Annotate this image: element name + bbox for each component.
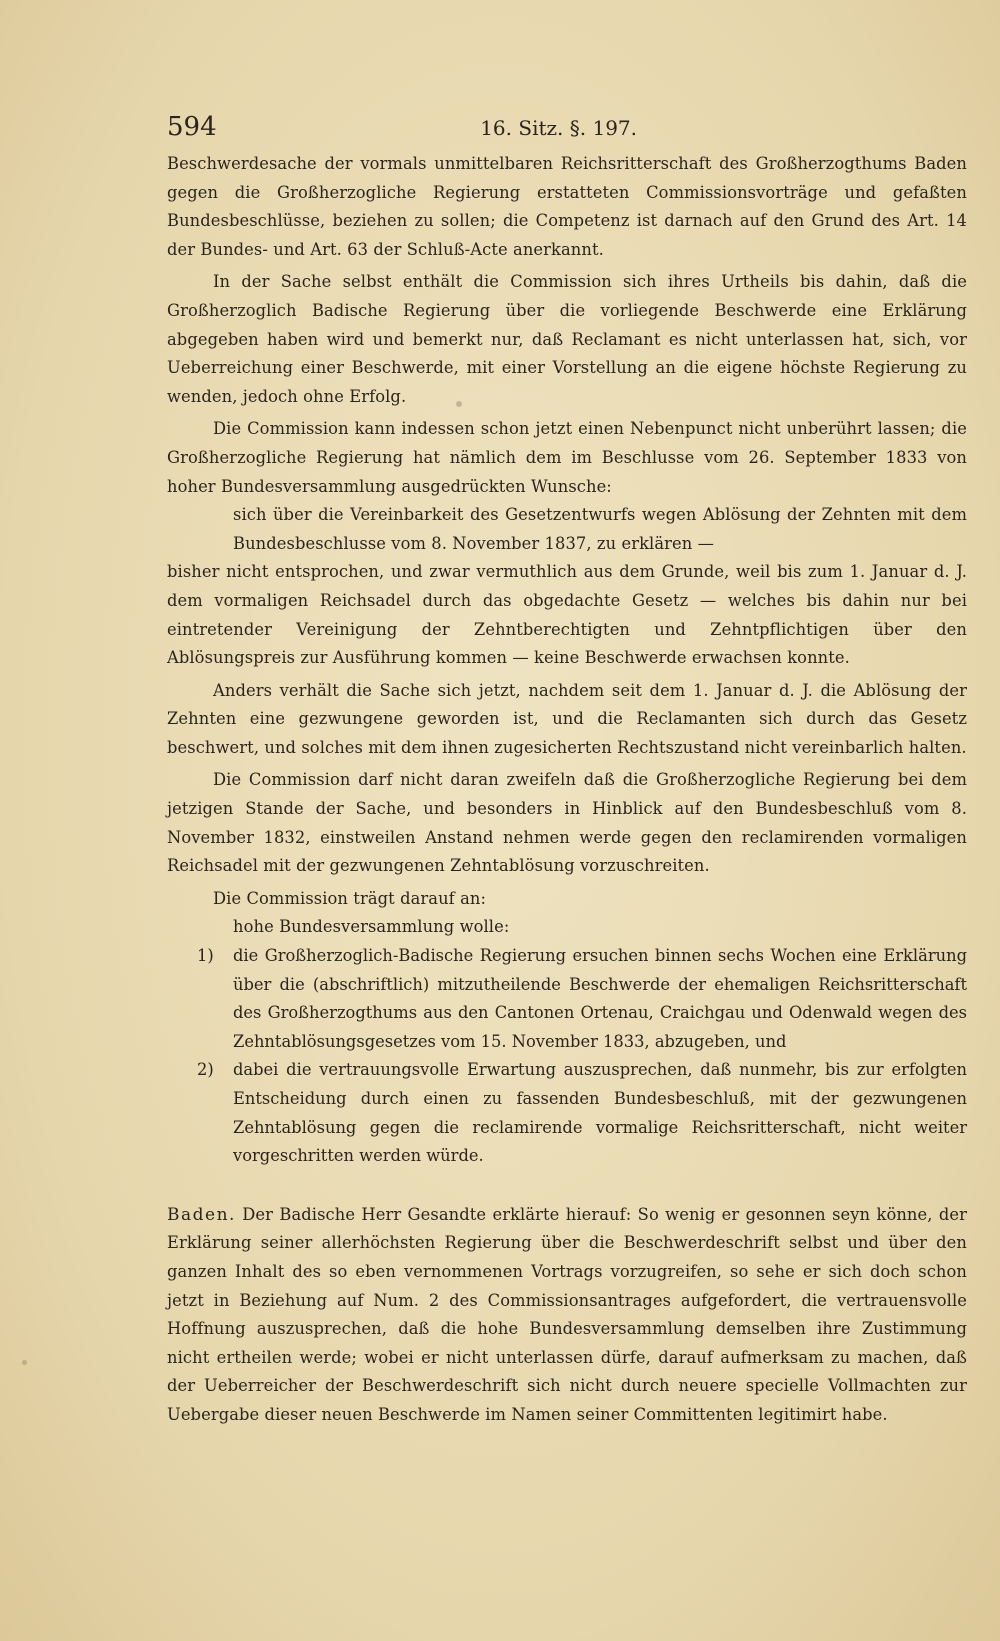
page-number: 594 — [167, 112, 217, 142]
quoted-request: sich über die Vereinbarkeit des Gesetzentwurfs wegen Ablösung der Zehnten mit dem Bundesbeschlusse vom 8. November 1837, zu erklären — — [233, 505, 967, 553]
paragraph: In der Sache selbst enthält die Commission sich ihres Urtheils bis dahin, daß die Großherzoglich Badische Regierung über die vorliegende Beschwerde eine Erklärung abgegeben haben wird und bemerkt nur, daß Reclamant es nicht unterlassen hat, sich, vor Ueberreichung einer Beschwerde, mit einer Vorstellung an die eigene höchste Regierung zu wenden, jedoch ohne Erfolg. — [167, 272, 967, 406]
page-header — [167, 112, 967, 144]
paragraph: Die Commission trägt darauf an: — [213, 888, 487, 908]
list-number: 1) — [197, 946, 214, 966]
page-content — [167, 112, 967, 1434]
speaker-statement: Der Badische Herr Gesandte erklärte hierauf: So wenig er gesonnen seyn könne, der Erklärung seiner allerhöchsten Regierung über die Beschwerdeschrift selbst und über den ganzen Inhalt des so eben vernommenen Vortrags vorzugreifen, so sehe er sich doch schon jetzt in Beziehung auf Num. 2 des Commissionsantrages aufgefordert, die vertrauensvolle Hoffnung auszusprechen, daß die hohe Bundesversammlung demselben ihre Zustimmung nicht ertheilen werde; wobei er nicht unterlassen dürfe, darauf aufmerksam zu machen, daß der Ueberreicher der Beschwerdeschrift sich nicht durch neuere specielle Vollmachten zur Uebergabe dieser neuen Beschwerde im Namen seiner Committenten legitimirt habe. — [167, 1204, 967, 1424]
list-text: die Großherzoglich-Badische Regierung ersuchen binnen sechs Wochen eine Erklärung über die (abschriftlich) mitzutheilende Beschwerde der ehemaligen Reichsritterschaft des Großherzogthums aus den Cantonen Ortenau, Craichgau und Odenwald wegen des Zehntablösungsgesetzes vom 15. November 1833, abzugeben, und — [233, 946, 967, 1051]
spacer — [167, 1171, 967, 1201]
speaker-paragraph — [167, 1201, 967, 1430]
paragraph: Die Commission kann indessen schon jetzt einen Nebenpunct nicht unberührt lassen; die Großherzogliche Regierung hat nämlich dem im Beschlusse vom 26. September 1833 von hoher Bundesversammlung ausgedrückten Wunsche: — [167, 419, 967, 496]
list-text: dabei die vertrauungsvolle Erwartung auszusprechen, daß nunmehr, bis zur erfolgten Entscheidung durch einen zu fassenden Bundesbeschluß, mit der gezwungenen Zehntablösung gegen die reclamirende vormalige Reichsritterschaft, nicht weiter vorgeschritten werden würde. — [233, 1060, 967, 1166]
running-head: 16. Sitz. §. 197. — [480, 116, 637, 140]
list-number: 2) — [197, 1060, 214, 1080]
list-item — [167, 942, 967, 1056]
paragraph: Anders verhält die Sache sich jetzt, nachdem seit dem 1. Januar d. J. die Ablösung der Zehnten eine gezwungene geworden ist, und die Reclamanten sich durch das Gesetz beschwert, und solches mit dem ihnen zugesicherten Rechtszustand nicht vereinbarlich halten. — [167, 680, 967, 757]
paragraph: Die Commission darf nicht daran zweifeln daß die Großherzogliche Regierung bei dem jetzigen Stande der Sache, und besonders in Hinblick auf den Bundesbeschluß vom 8. November 1832, einstweilen Anstand nehmen werde gegen den reclamirenden vormaligen Reichsadel mit der gezwungenen Zehntablösung vorzuschreiten. — [167, 770, 967, 876]
paragraph-intro: Beschwerdesache der vormals unmittelbaren Reichsritterschaft des Großherzogthums Baden gegen die Großherzogliche Regierung erstatteten Commissionsvorträge und gefaßten Bundesbeschlüsse, beziehen zu sollen; die Competenz ist darnach auf den Grund des Art. 14 der Bundes- und Art. 63 der Schluß-Acte anerkannt. — [167, 154, 967, 259]
motion-heading: hohe Bundesversammlung wolle: — [233, 917, 510, 937]
paragraph-continuation: bisher nicht entsprochen, und zwar vermuthlich aus dem Grunde, weil bis zum 1. Januar d. J. dem vormaligen Reichsadel durch das obgedachte Gesetz — welches bis dahin nur bei eintretender Vereinigung der Zehntberechtigten und Zehntpflichtigen über den Ablösungspreis zur Ausführung kommen — keine Beschwerde erwachsen konnte. — [167, 562, 967, 668]
list-item — [167, 1056, 967, 1170]
paper-stain — [22, 1360, 27, 1365]
speaker-name: Baden. — [167, 1204, 236, 1225]
